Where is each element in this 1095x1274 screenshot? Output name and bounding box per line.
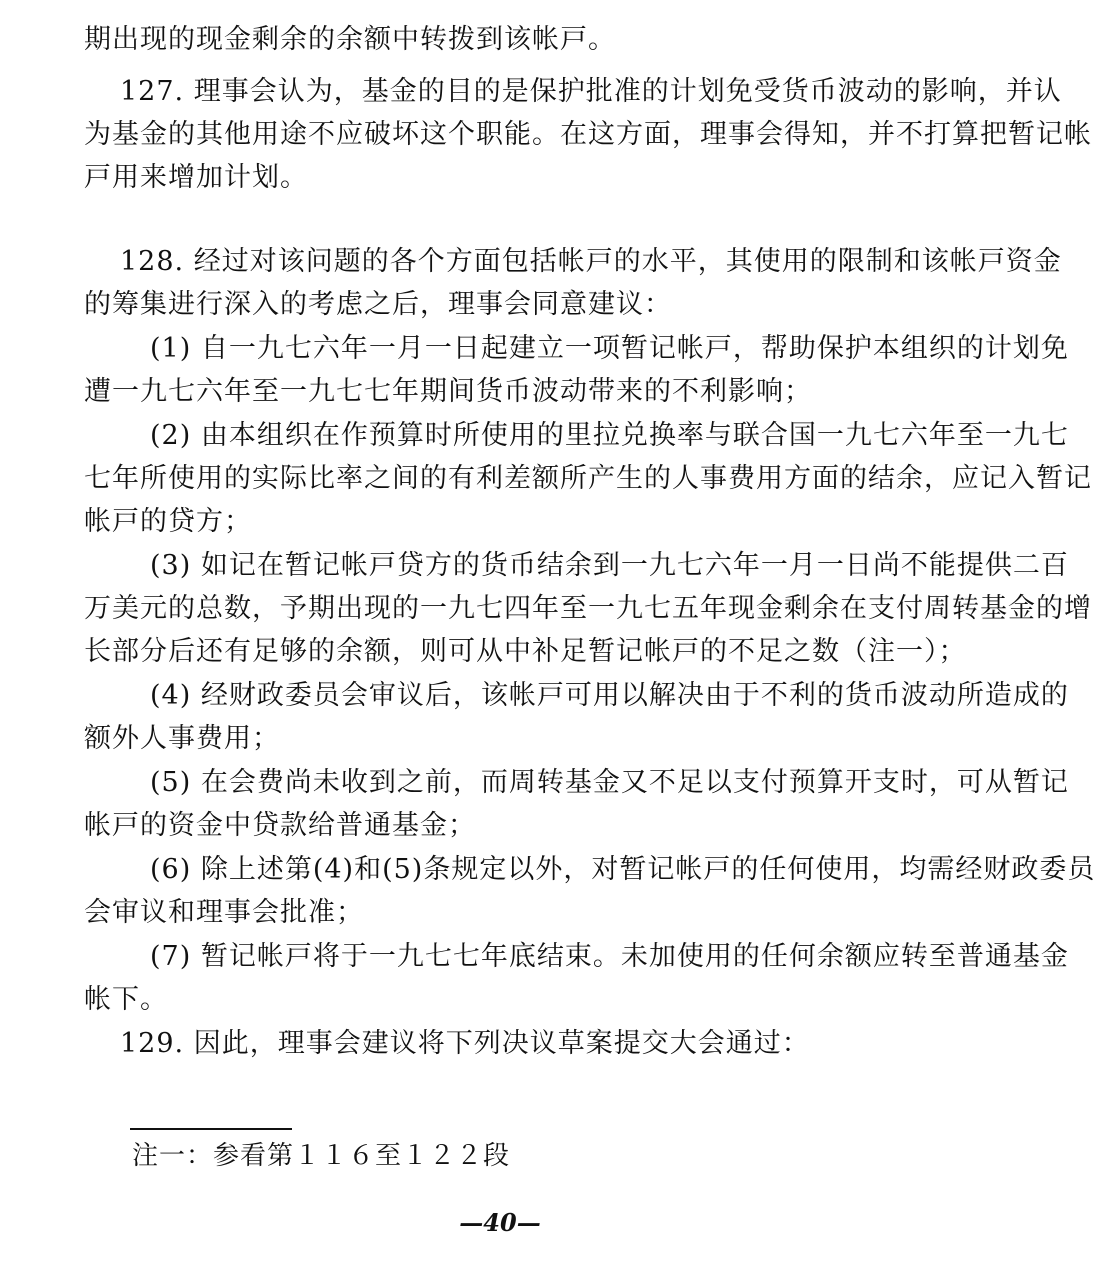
text-line: 戸用来增加计划。 [84,162,308,193]
text-line: 帐戸的贷方； [84,506,252,537]
text-line: 为基金的其他用途不应破坏这个职能。在这方面，理事会得知，并不打算把暂记帐 [84,119,1092,150]
text-line: (7) 暂记帐戸将于一九七七年底结束。未加使用的任何余额应转至普通基金 [150,941,1069,972]
text-line: 127. 理事会认为，基金的目的是保护批准的计划免受货币波动的影响，并认 [120,76,1062,107]
text-line: 长部分后还有足够的余额，则可从中补足暂记帐戸的不足之数（注一）； [84,636,967,667]
page-number: —40— [459,1208,541,1237]
text-line: (3) 如记在暂记帐戸贷方的货币结余到一九七六年一月一日尚不能提供二百 [150,550,1069,581]
text-line: (1) 自一九七六年一月一日起建立一项暂记帐戸，帮助保护本组织的计划免 [150,333,1069,364]
text-line: 128. 经过对该问题的各个方面包括帐戸的水平，其使用的限制和该帐戸资金 [120,246,1062,277]
text-line: (4) 经财政委员会审议后，该帐戸可用以解决由于不利的货币波动所造成的 [150,680,1069,711]
text-line: 的筹集进行深入的考虑之后，理事会同意建议： [84,289,672,320]
text-line: 会审议和理事会批准； [84,897,364,928]
text-line: (6) 除上述第(4)和(5)条规定以外，对暂记帐戸的任何使用，均需经财政委员 [150,854,1095,885]
text-line: (2) 由本组织在作预算时所使用的里拉兑换率与联合国一九七六年至一九七 [150,420,1069,451]
text-line: 遭一九七六年至一九七七年期间货币波动带来的不利影响； [84,376,812,407]
text-line: 帐下。 [84,984,168,1015]
text-line: 七年所使用的实际比率之间的有利差额所产生的人事费用方面的结余，应记入暂记 [84,463,1092,494]
text-line: 期出现的现金剩余的余额中转拨到该帐戸。 [84,24,616,55]
text-line: 帐戸的资金中贷款给普通基金； [84,810,476,841]
text-line: 万美元的总数，予期出现的一九七四年至一九七五年现金剩余在支付周转基金的增 [84,593,1092,624]
text-line: 129. 因此，理事会建议将下列决议草案提交大会通过： [120,1028,810,1059]
footnote-separator [130,1128,292,1130]
text-line: (5) 在会费尚未收到之前，而周转基金又不足以支付预算开支时，可从暂记 [150,767,1069,798]
text-line: 额外人事费用； [84,723,280,754]
footnote: 注一：参看第１１６至１２２段 [132,1141,511,1171]
